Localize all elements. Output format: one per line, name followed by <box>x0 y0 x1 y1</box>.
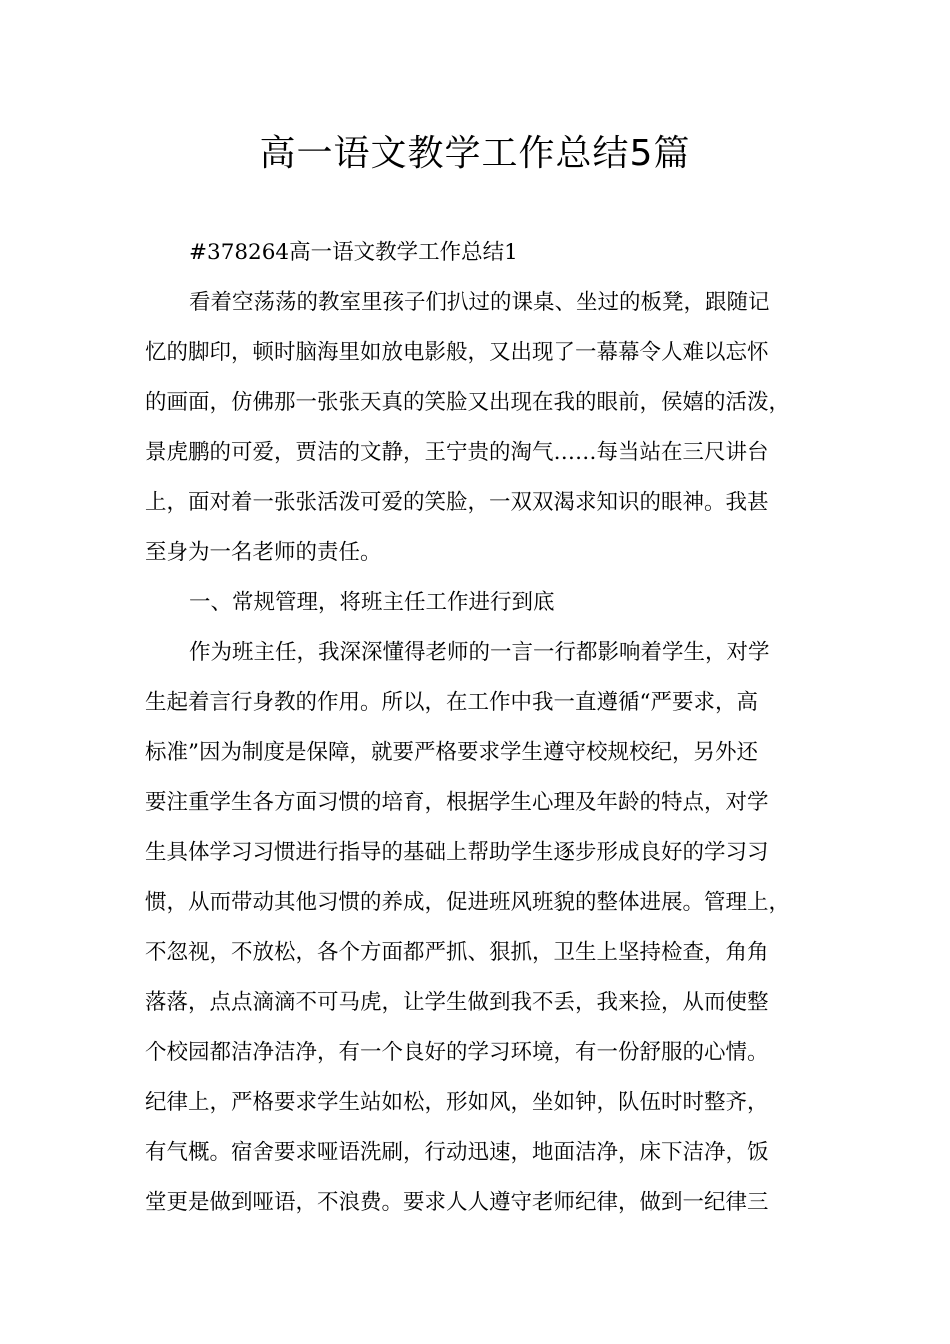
text-line: 作为班主任，我深深懂得老师的一言一行都影响着学生，对学 <box>189 640 770 665</box>
text-line: 堂更是做到哑语，不浪费。要求人人遵守老师纪律，做到一纪律三 <box>145 1190 769 1215</box>
text-line: 至身为一名老师的责任。 <box>145 540 382 565</box>
document-title: 高一语文教学工作总结5篇 <box>259 133 691 174</box>
text-line: 个校园都洁净洁净，有一个良好的学习环境，有一份舒服的心情。 <box>145 1040 769 1065</box>
text-line: 有气概。宿舍要求哑语洗刷，行动迅速，地面洁净，床下洁净，饭 <box>145 1140 769 1165</box>
text-line: 忆的脚印，顿时脑海里如放电影般，又出现了一幕幕令人难以忘怀 <box>145 340 769 365</box>
text-line: #378264高一语文教学工作总结1 <box>189 240 518 265</box>
text-line: 的画面，仿佛那一张张天真的笑脸又出现在我的眼前，侯嬉的活泼， <box>145 390 791 415</box>
text-line: 不忽视，不放松，各个方面都严抓、狠抓，卫生上坚持检查，角角 <box>145 940 769 965</box>
document-body <box>145 228 810 1228</box>
text-line: 惯，从而带动其他习惯的养成，促进班风班貌的整体进展。管理上， <box>145 890 791 915</box>
text-line: 生具体学习习惯进行指导的基础上帮助学生逐步形成良好的学习习 <box>145 840 769 865</box>
text-line: 一、常规管理，将班主任工作进行到底 <box>189 590 555 615</box>
text-line: 上，面对着一张张活泼可爱的笑脸，一双双渴求知识的眼神。我甚 <box>145 490 769 515</box>
text-line: 要注重学生各方面习惯的培育，根据学生心理及年龄的特点，对学 <box>145 790 769 815</box>
text-line: 落落，点点滴滴不可马虎，让学生做到我不丢，我来捡，从而使整 <box>145 990 769 1015</box>
text-line: 标准”因为制度是保障，就要严格要求学生遵守校规校纪，另外还 <box>145 740 758 765</box>
text-line: 看着空荡荡的教室里孩子们扒过的课桌、坐过的板凳，跟随记 <box>189 290 770 315</box>
text-line: 纪律上，严格要求学生站如松，形如风，坐如钟，队伍时时整齐， <box>145 1090 769 1115</box>
text-line: 生起着言行身教的作用。所以，在工作中我一直遵循“严要求，高 <box>145 690 758 715</box>
text-line: 景虎鹏的可爱，贾洁的文静，王宁贵的淘气……每当站在三尺讲台 <box>145 440 769 465</box>
